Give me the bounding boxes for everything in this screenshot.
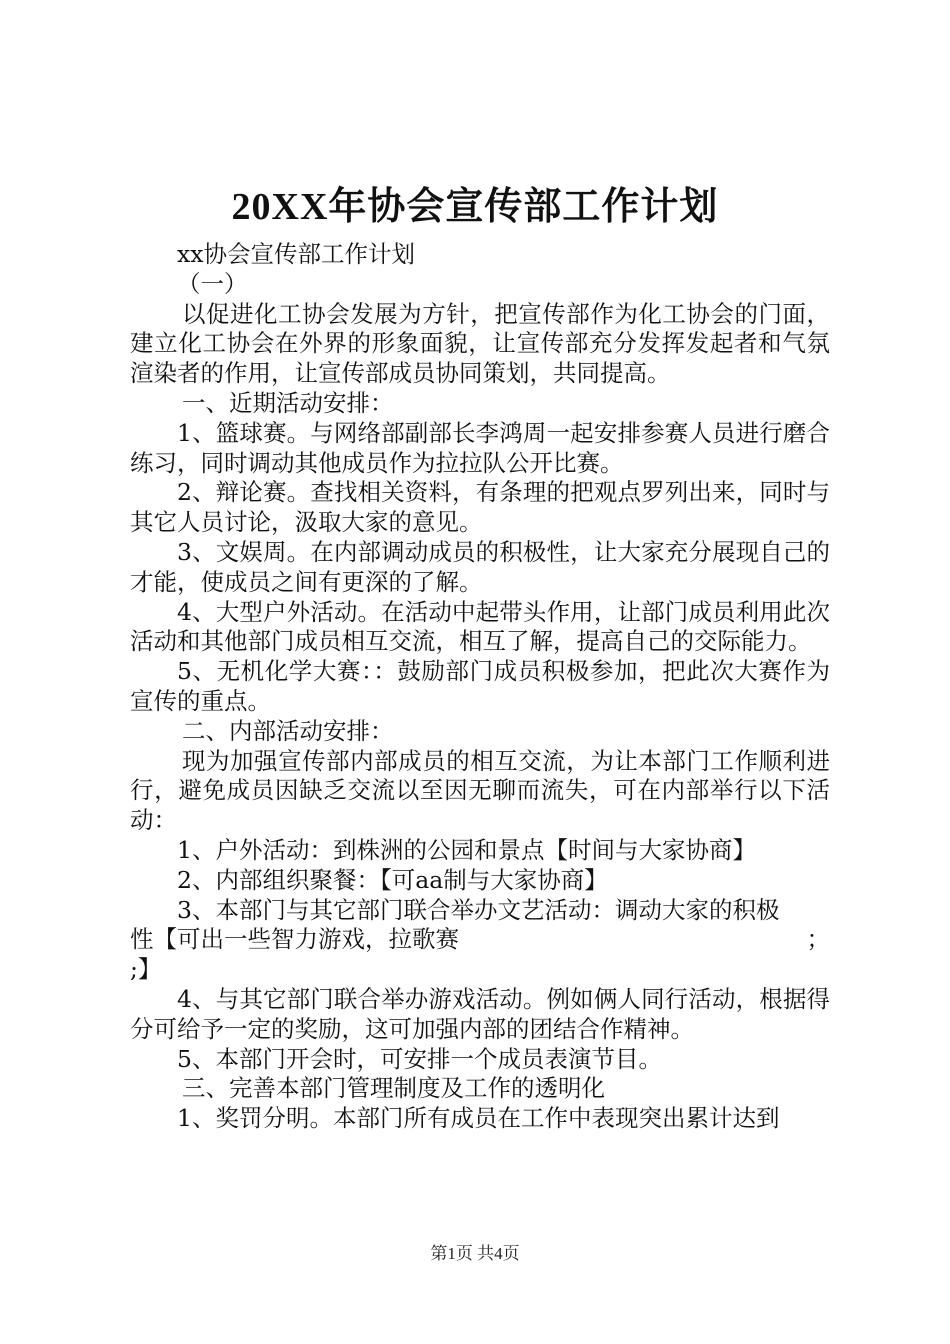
internal-item-dinner: 2、内部组织聚餐：【可aa制与大家协商】: [177, 865, 608, 894]
subtitle-line: xx协会宣传部工作计划: [177, 240, 416, 268]
item-debate: 2、辩论赛。查找相关资料，有条理的把观点罗列出来，同时与其它人员讨论，汲取大家的意见。: [130, 478, 830, 537]
arts-line2-text: 性【可出一些智力游戏，拉歌赛: [130, 925, 459, 954]
item-basketball: 1、篮球赛。与网络部副部长李鸿周一起安排参赛人员进行磨合练习，同时调动其他成员作为拉拉队公开比赛。: [130, 418, 830, 477]
document-title: 20XX年协会宣传部工作计划: [231, 186, 719, 228]
heading-management: 三、完善本部门管理制度及工作的透明化: [182, 1074, 605, 1103]
document-body: [130, 240, 830, 1134]
intro-paragraph: 以促进化工协会发展为方针，把宣传部作为化工协会的门面，建立化工协会在外界的形象面貌，让宣传部充分发挥发起者和气氛渲染者的作用，让宣传部成员协同策划，共同提高。: [130, 299, 830, 388]
management-item-rewards: 1、奖罚分明。本部门所有成员在工作中表现突出累计达到: [177, 1104, 780, 1133]
arts-line2-semicolon: ；: [806, 925, 830, 954]
heading-recent-activities: 一、近期活动安排：: [182, 388, 394, 417]
item-chemistry-contest: 5、无机化学大赛：：鼓励部门成员积极参加，把此次大赛作为宣传的重点。: [130, 657, 830, 715]
item-culture-week: 3、文娱周。在内部调动成员的积极性，让大家充分展现自己的才能，使成员之间有更深的了解。: [130, 537, 830, 596]
item-outdoor: 4、大型户外活动。在活动中起带头作用，让部门成员利用此次活动和其他部门成员相互交流，相互了解，提高自己的交际能力。: [130, 597, 830, 656]
internal-item-arts-line3: ;】: [130, 955, 162, 984]
page-footer: 第1页 共4页: [430, 1244, 520, 1263]
internal-item-games: 4、与其它部门联合举办游戏活动。例如俩人同行活动，根据得分可给予一定的奖励，这可加强内部的团结合作精神。: [130, 984, 830, 1043]
internal-item-arts-line1: 3、本部门与其它部门联合举办文艺活动：调动大家的积极: [177, 895, 780, 924]
internal-item-arts-line2: [130, 925, 830, 955]
internal-intro-paragraph: 现为加强宣传部内部成员的相互交流，为让本部门工作顺利进行，避免成员因缺乏交流以至因无聊而流失，可在内部举行以下活动：: [130, 746, 830, 835]
heading-internal-activities: 二、内部活动安排：: [182, 716, 394, 745]
internal-item-meeting: 5、本部门开会时，可安排一个成员表演节目。: [177, 1044, 662, 1073]
section-mark: （一）: [177, 269, 248, 298]
internal-item-outdoor: 1、户外活动：到株洲的公园和景点【时间与大家协商】: [177, 835, 756, 864]
